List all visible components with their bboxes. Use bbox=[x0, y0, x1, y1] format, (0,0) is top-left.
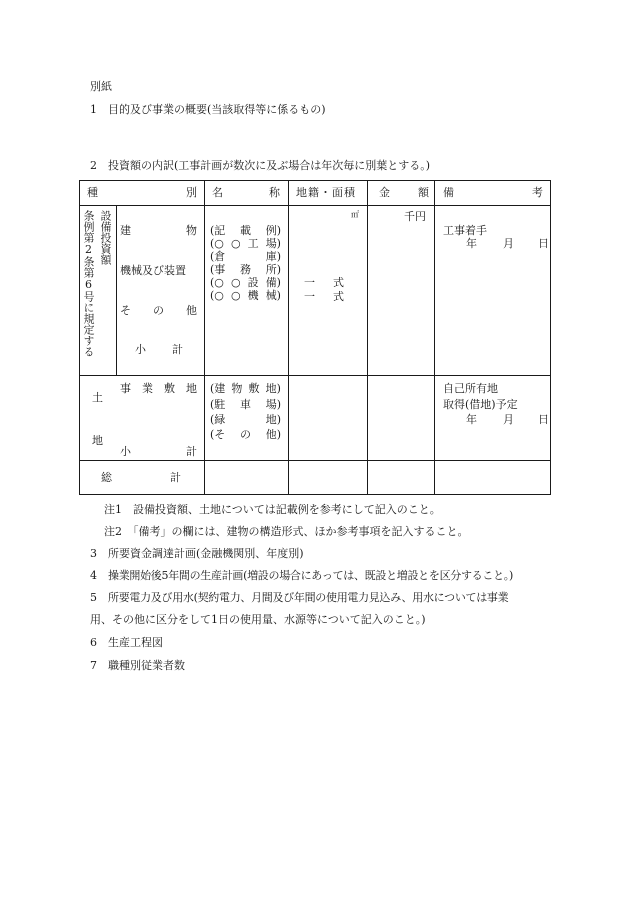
row-other: そ の 他 bbox=[120, 304, 197, 317]
item-5-text: 所要電力及び用水(契約電力、月間及び年間の使用電力見込み、用水については事業 bbox=[108, 591, 509, 604]
item-5-number: 5 bbox=[90, 591, 97, 604]
row-building: 建 物 bbox=[120, 224, 197, 237]
area-unit: ㎡ bbox=[351, 210, 359, 219]
area-lump-sum-1: 一 式 bbox=[304, 276, 344, 289]
name-machine: (○ ○ 機 械) bbox=[210, 289, 281, 302]
name-building-site: (建 物 敷 地) bbox=[210, 382, 281, 395]
equipment-ordinance-label: 条例第2条第6号に規定する bbox=[82, 210, 95, 357]
remarks-year-1: 年 bbox=[466, 237, 477, 250]
land-label-1: 土 bbox=[92, 391, 103, 404]
item-4-number: 4 bbox=[90, 569, 97, 582]
name-equipment: (○ ○ 設 備) bbox=[210, 276, 281, 289]
row-subtotal-land: 小 計 bbox=[120, 445, 197, 458]
name-office: (事 務 所) bbox=[210, 263, 281, 276]
item-7-text: 職種別従業者数 bbox=[108, 659, 185, 672]
name-example: (記 載 例) bbox=[210, 224, 281, 237]
amount-unit: 千円 bbox=[404, 210, 426, 223]
land-label-2: 地 bbox=[92, 434, 103, 447]
item-6-text: 生産工程図 bbox=[108, 636, 163, 649]
remarks-acquisition-plan: 取得(借地)予定 bbox=[443, 398, 518, 411]
item-1-text: 目的及び事業の概要(当該取得等に係るもの) bbox=[108, 103, 326, 116]
item-3-text: 所要資金調達計画(金融機関別、年度別) bbox=[108, 547, 304, 560]
item-7-number: 7 bbox=[90, 659, 97, 672]
item-6-number: 6 bbox=[90, 636, 97, 649]
note-1: 注1 設備投資額、土地については記載例を参考にして記入のこと。 bbox=[104, 503, 441, 516]
item-3-number: 3 bbox=[90, 547, 97, 560]
header-amount: 金 額 bbox=[379, 186, 429, 199]
item-2-number: 2 bbox=[90, 159, 97, 172]
note-2: 注2 「備考」の欄には、建物の構造形式、ほか参考事項を記入すること。 bbox=[104, 525, 469, 538]
attachment-label: 別紙 bbox=[90, 80, 112, 93]
remarks-owned-land: 自己所有地 bbox=[443, 382, 498, 395]
equipment-investment-label: 設備投資額 bbox=[99, 210, 112, 265]
remarks-day-2: 日 bbox=[538, 413, 549, 426]
row-grand-total: 総 計 bbox=[101, 471, 181, 484]
name-warehouse: (倉 庫) bbox=[210, 250, 281, 263]
name-green: (緑 地) bbox=[210, 413, 281, 426]
name-land-other: (そ の 他) bbox=[210, 428, 281, 441]
item-5-text-continued: 用、その他に区分をして1日の使用量、水源等について記入のこと。) bbox=[90, 613, 426, 626]
remarks-year-2: 年 bbox=[466, 413, 477, 426]
row-business-site: 事 業 敷 地 bbox=[120, 382, 197, 395]
name-factory: (○ ○ 工 場) bbox=[210, 237, 281, 250]
row-machinery: 機械及び装置 bbox=[120, 264, 186, 277]
header-area: 地籍・面積 bbox=[296, 186, 356, 199]
header-type: 種 別 bbox=[87, 186, 197, 199]
item-1-number: 1 bbox=[90, 103, 97, 116]
item-4-text: 操業開始後5年間の生産計画(増設の場合にあっては、既設と増設とを区分すること。) bbox=[108, 569, 513, 582]
area-lump-sum-2: 一 式 bbox=[304, 290, 344, 303]
item-2-text: 投資額の内訳(工事計画が数次に及ぶ場合は年次毎に別葉とする。) bbox=[108, 159, 431, 172]
header-name: 名 称 bbox=[212, 186, 280, 199]
remarks-month-2: 月 bbox=[503, 413, 514, 426]
name-parking: (駐 車 場) bbox=[210, 398, 281, 411]
remarks-construction-start: 工事着手 bbox=[443, 224, 487, 237]
investment-breakdown-table bbox=[79, 180, 551, 495]
header-remarks: 備 考 bbox=[443, 186, 543, 199]
remarks-day-1: 日 bbox=[538, 237, 549, 250]
row-subtotal-equipment: 小 計 bbox=[135, 343, 183, 356]
remarks-month-1: 月 bbox=[503, 237, 514, 250]
